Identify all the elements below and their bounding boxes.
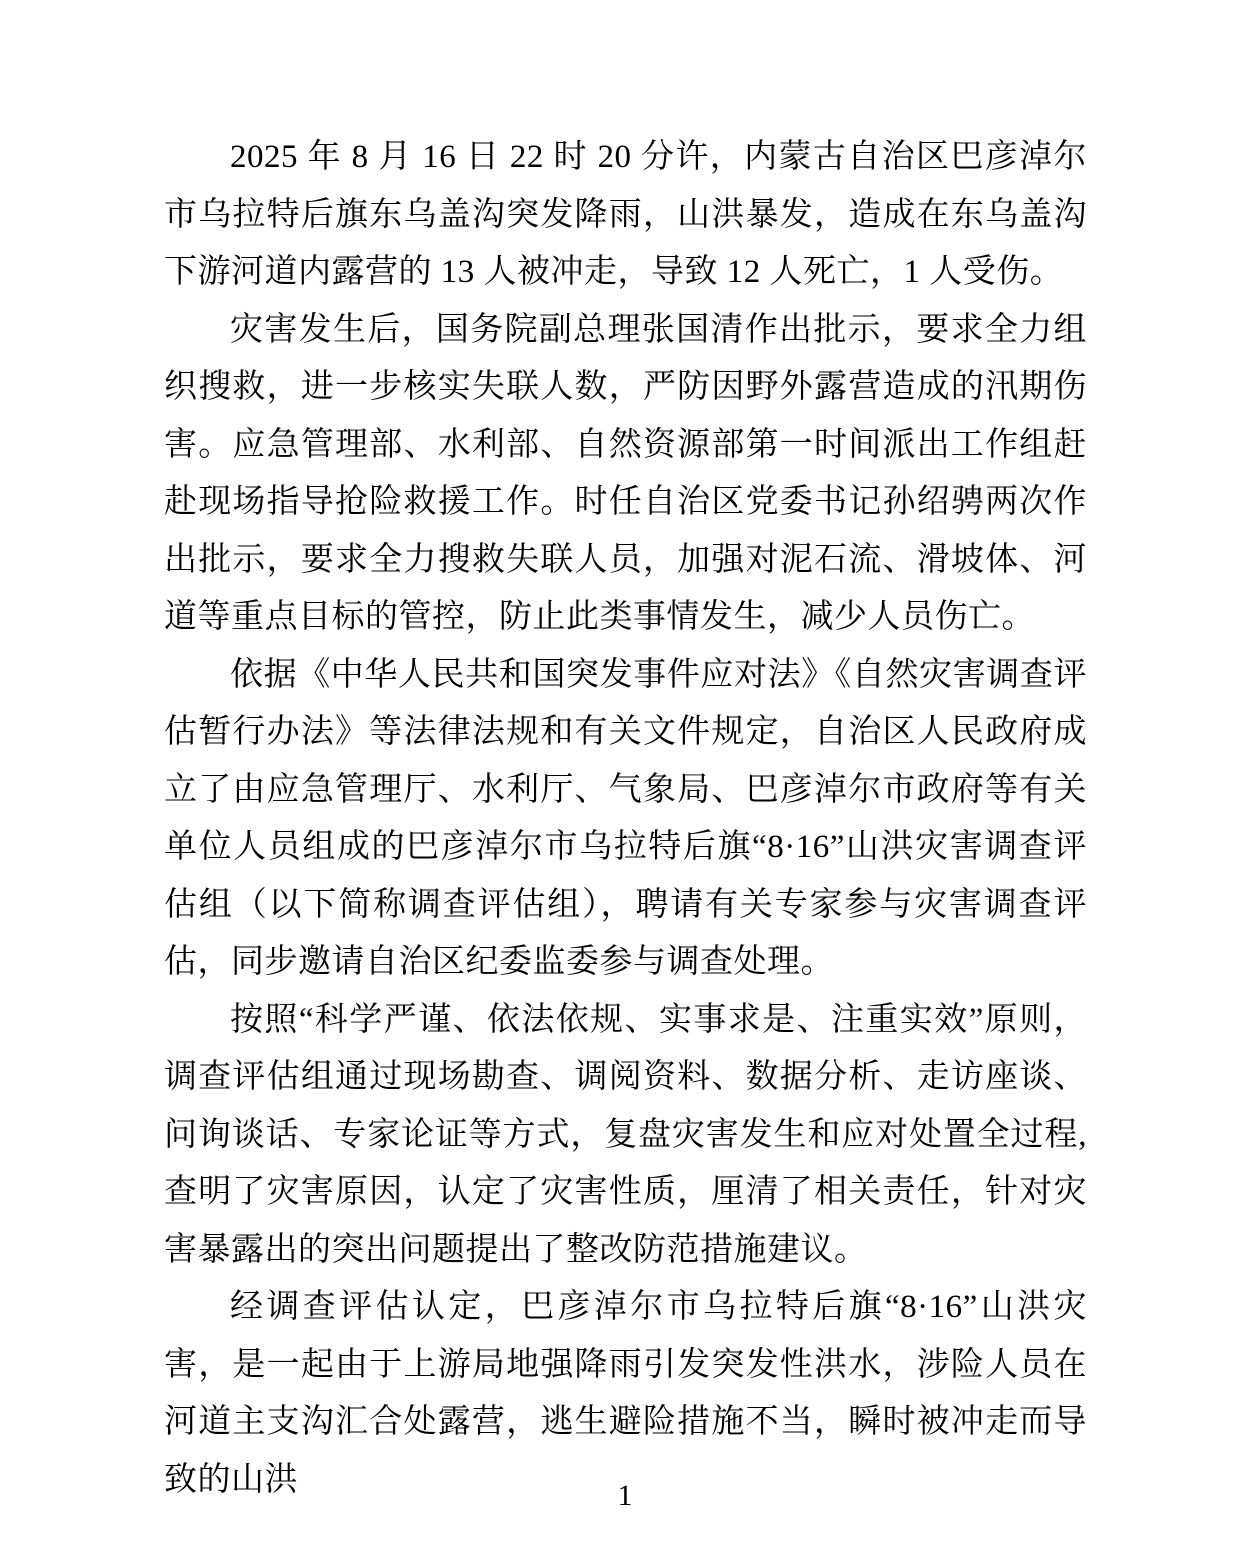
body-paragraph: 2025 年 8 月 16 日 22 时 20 分许，内蒙古自治区巴彦淖尔市乌拉特后旗东乌盖沟突发降雨，山洪暴发，造成在东乌盖沟下游河道内露营的 13 人被冲走，导致 12 人死亡，1 人受伤。: [164, 139, 1087, 290]
body-paragraph: 灾害发生后，国务院副总理张国清作出批示，要求全力组织搜救，进一步核实失联人数，严防因野外露营造成的汛期伤害。应急管理部、水利部、自然资源部第一时间派出工作组赶赴现场指导抢险救援工作。时任自治区党委书记孙绍骋两次作出批示，要求全力搜救失联人员，加强对泥石流、滑坡体、河道等重点目标的管控，防止此类事情发生，减少人员伤亡。: [164, 311, 1087, 635]
body-paragraph: 按照“科学严谨、依法依规、实事求是、注重实效”原则，调查评估组通过现场勘查、调阅资料、数据分析、走访座谈、问询谈话、专家论证等方式，复盘灾害发生和应对处置全过程,查明了灾害原因，认定了灾害性质，厘清了相关责任，针对灾害暴露出的突出问题提出了整改防范措施建议。: [164, 1001, 1087, 1268]
document-body: [164, 129, 1087, 1509]
page-footer: [0, 1478, 1250, 1514]
body-paragraph: 经调查评估认定，巴彦淖尔市乌拉特后旗“8·16”山洪灾害，是一起由于上游局地强降雨引发突发性洪水，涉险人员在河道主支沟汇合处露营，逃生避险措施不当，瞬时被冲走而导致的山洪: [164, 1289, 1087, 1498]
body-paragraph: 依据《中华人民共和国突发事件应对法》《自然灾害调查评估暂行办法》等法律法规和有关文件规定，自治区人民政府成立了由应急管理厅、水利厅、气象局、巴彦淖尔市政府等有关单位人员组成的巴彦淖尔市乌拉特后旗“8·16”山洪灾害调查评估组（以下简称调查评估组），聘请有关专家参与灾害调查评估，同步邀请自治区纪委监委参与调查处理。: [164, 656, 1087, 980]
page-number: 1: [617, 1479, 633, 1512]
